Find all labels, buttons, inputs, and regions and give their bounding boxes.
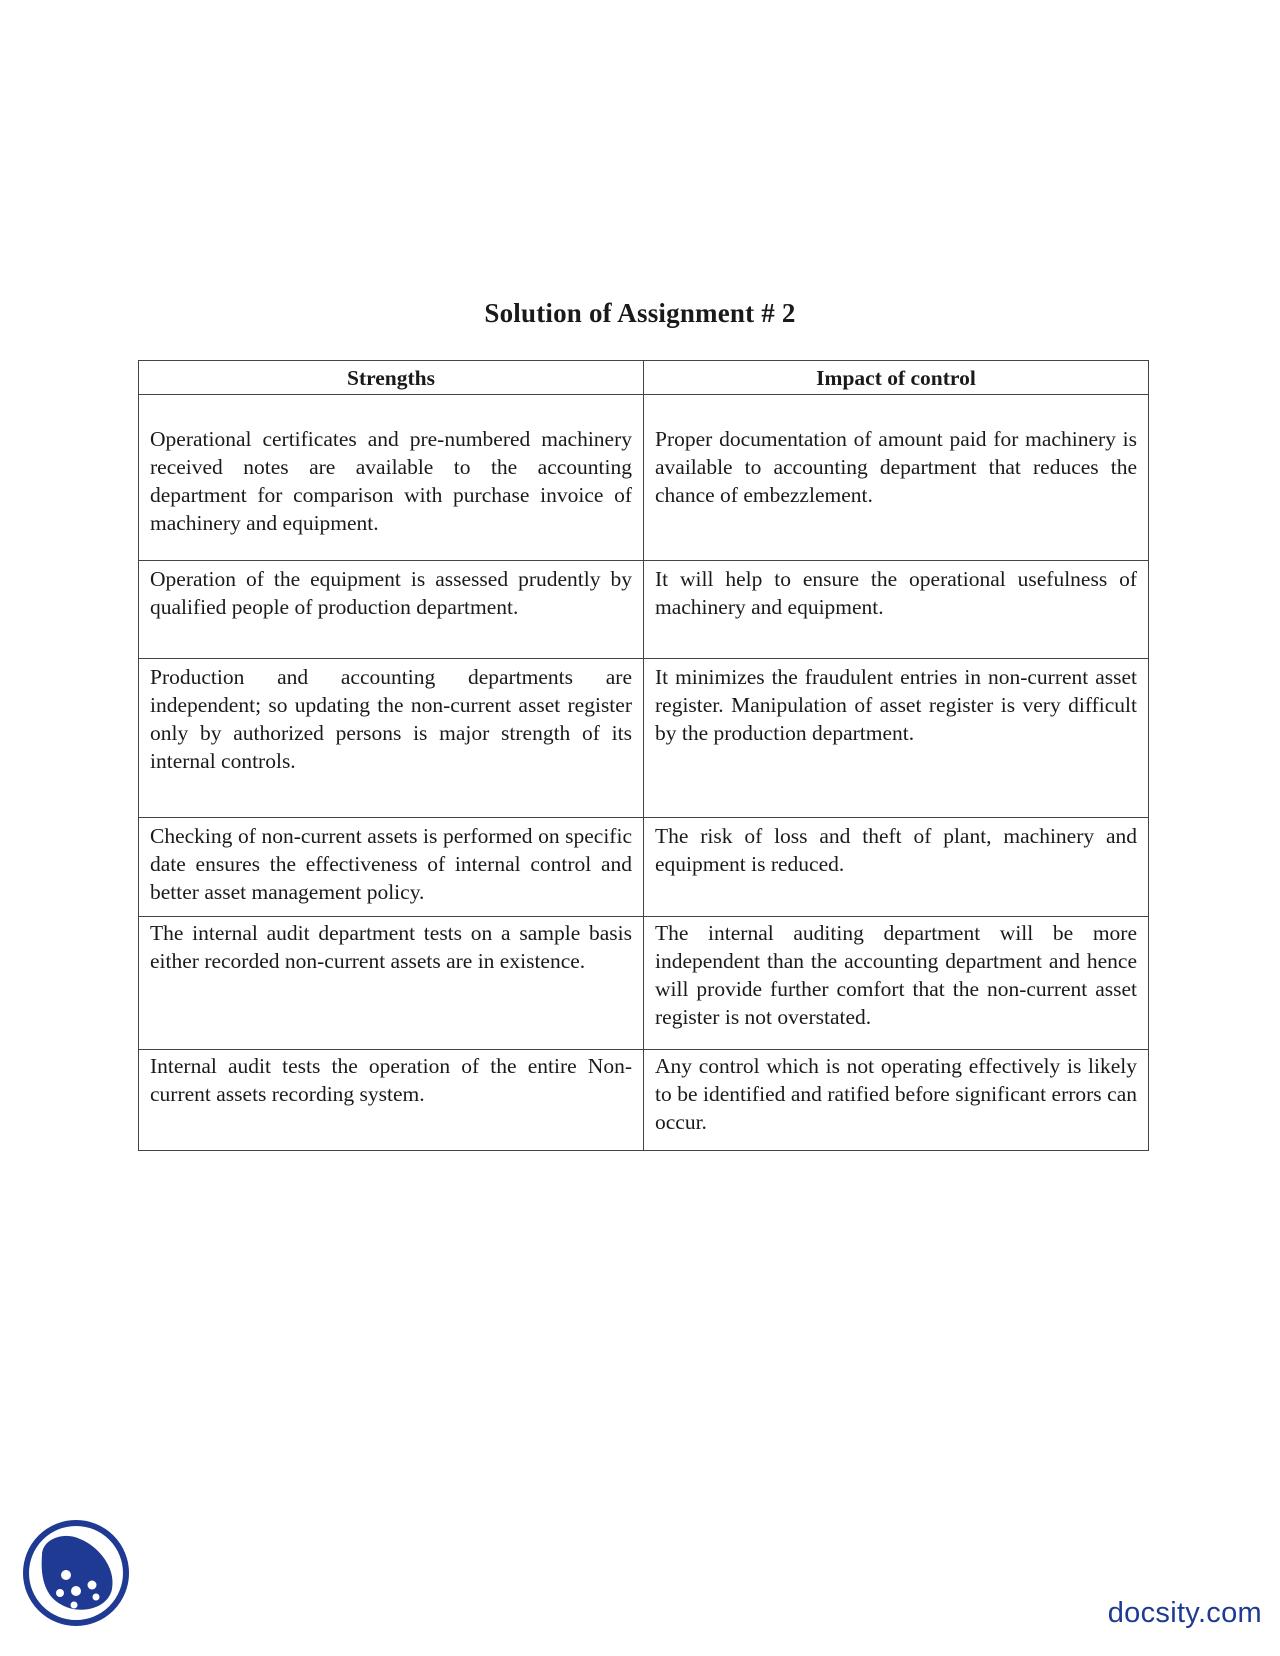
table-row — [139, 561, 1149, 659]
impact-cell: It will help to ensure the operational usefulness of machinery and equipment. — [644, 561, 1149, 659]
strength-cell: Internal audit tests the operation of the entire Non-current assets recording system. — [139, 1050, 644, 1151]
header-strengths: Strengths — [139, 361, 644, 395]
strength-cell: Production and accounting departments are independent; so updating the non-current asset register only by authorized persons is major strength of its internal controls. — [139, 659, 644, 818]
strength-cell: The internal audit department tests on a sample basis either recorded non-current assets are in existence. — [139, 917, 644, 1050]
table-row — [139, 1050, 1149, 1151]
docsity-brand-link[interactable]: docsity.com — [1107, 1597, 1262, 1629]
docsity-logo-icon[interactable] — [20, 1517, 132, 1629]
impact-cell: Proper documentation of amount paid for machinery is available to accounting department that reduces the chance of embezzlement. — [644, 395, 1149, 561]
impact-cell: It minimizes the fraudulent entries in non-current asset register. Manipulation of asset register is very difficult by the production department. — [644, 659, 1149, 818]
impact-cell: Any control which is not operating effectively is likely to be identified and ratified before significant errors can occur. — [644, 1050, 1149, 1151]
header-impact-of-control: Impact of control — [644, 361, 1149, 395]
table-row — [139, 395, 1149, 561]
table-row — [139, 818, 1149, 917]
page-title: Solution of Assignment # 2 — [484, 298, 796, 328]
strength-cell: Operational certificates and pre-numbered machinery received notes are available to the accounting department for comparison with purchase invoice of machinery and equipment. — [139, 395, 644, 561]
table-row — [139, 659, 1149, 818]
table-row — [139, 917, 1149, 1050]
controls-table — [138, 360, 1149, 1151]
strength-cell: Checking of non-current assets is performed on specific date ensures the effectiveness of internal control and better asset management policy. — [139, 818, 644, 917]
table-header-row — [139, 361, 1149, 395]
impact-cell: The risk of loss and theft of plant, machinery and equipment is reduced. — [644, 818, 1149, 917]
impact-cell: The internal auditing department will be more independent than the accounting department and hence will provide further comfort that the non-current asset register is not overstated. — [644, 917, 1149, 1050]
strength-cell: Operation of the equipment is assessed prudently by qualified people of production department. — [139, 561, 644, 659]
